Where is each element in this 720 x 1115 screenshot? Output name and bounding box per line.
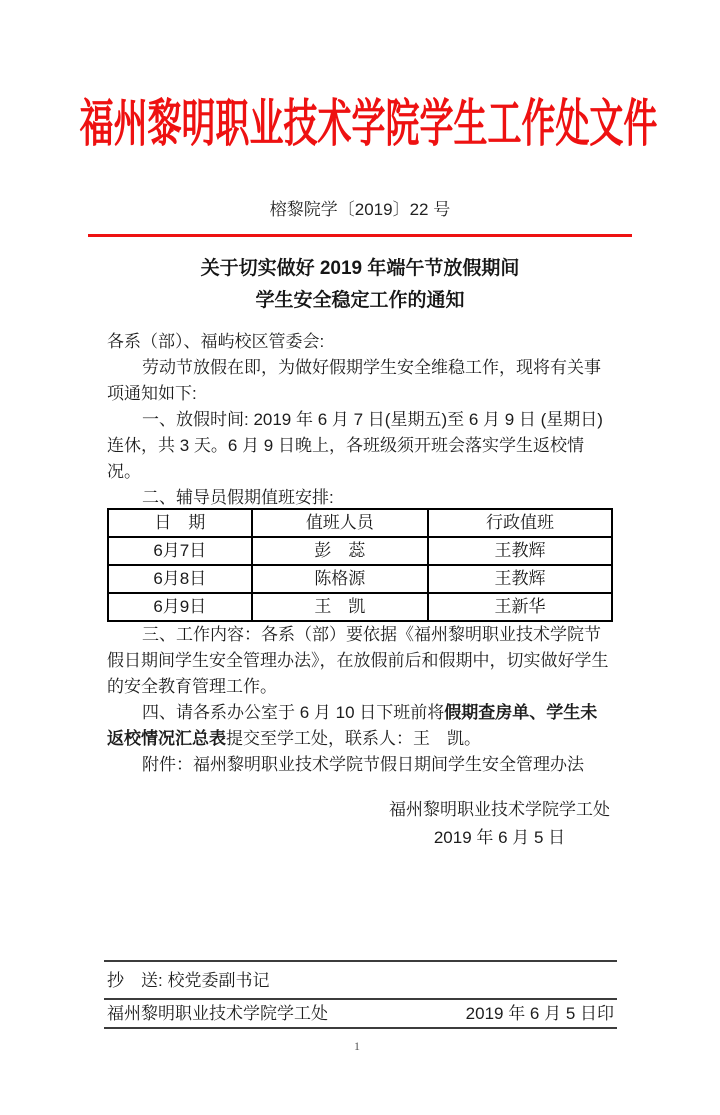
item-4-text-pre: 四、请各系办公室于 6 月 10 日下班前将 <box>142 703 445 722</box>
cell-duty-staff: 陈格源 <box>252 565 428 593</box>
item-4-text-post: 提交至学工处，联系人：王 凯。 <box>226 729 481 748</box>
cell-date: 6月9日 <box>108 593 252 621</box>
print-date: 2019 年 6 月 5 日印 <box>465 1004 614 1023</box>
cell-admin-duty: 王新华 <box>428 593 612 621</box>
letterhead-title: 福州黎明职业技术学院学生工作处文件 <box>79 94 658 152</box>
item-4-text-bold: 假期查房单、学生未返校情况汇总表 <box>107 703 598 748</box>
copy-to-line: 抄 送: 校党委副书记 <box>107 971 270 990</box>
table-header-row <box>108 509 612 537</box>
notice-title <box>88 253 632 317</box>
table-row <box>108 593 612 621</box>
attachment-line: 附件：福州黎明职业技术学院节假日期间学生安全管理办法 <box>142 755 584 774</box>
salutation: 各系（部）、福屿校区管委会: <box>107 332 325 351</box>
table-row <box>108 565 612 593</box>
notice-body <box>107 329 613 778</box>
item-1-holiday-time: 一、放假时间: 2019 年 6 月 7 日(星期五)至 6 月 9 日 (星期日)连休，共 3 天。6 月 9 日晚上，各班级须开班会落实学生返校情况。 <box>107 410 603 481</box>
red-divider-rule <box>88 234 632 237</box>
cell-admin-duty: 王教辉 <box>428 537 612 565</box>
item-4-submission <box>107 700 613 752</box>
notice-document <box>0 96 720 852</box>
issuer-name: 福州黎明职业技术学院学工处 <box>107 1004 328 1023</box>
cell-date: 6月8日 <box>108 565 252 593</box>
document-number: 榕黎院学〔2019〕22 号 <box>269 200 451 219</box>
column-header-date: 日 期 <box>108 509 252 537</box>
table-row <box>108 537 612 565</box>
cell-duty-staff: 彭 蕊 <box>252 537 428 565</box>
issue-line <box>104 1000 617 1027</box>
item-3-work-content: 三、工作内容：各系（部）要依据《福州黎明职业技术学院节假日期间学生安全管理办法》，在放假前后和假期中，切实做好学生的安全教育管理工作。 <box>107 625 609 696</box>
cell-duty-staff: 王 凯 <box>252 593 428 621</box>
column-header-duty-staff: 值班人员 <box>252 509 428 537</box>
signature-date: 2019 年 6 月 5 日 <box>433 828 566 847</box>
column-header-admin-duty: 行政值班 <box>428 509 612 537</box>
signature-block <box>389 796 610 852</box>
item-2-duty-schedule: 二、辅导员假期值班安排: <box>142 488 334 507</box>
letterhead <box>79 94 658 152</box>
cell-date: 6月7日 <box>108 537 252 565</box>
page-number: 1 <box>354 1039 360 1053</box>
document-page <box>0 96 720 1115</box>
signature-org: 福州黎明职业技术学院学工处 <box>389 800 610 819</box>
notice-title-line2: 学生安全稳定工作的通知 <box>255 290 465 311</box>
footer-rule-bottom <box>104 1027 617 1029</box>
intro-paragraph: 劳动节放假在即，为做好假期学生安全维稳工作，现将有关事项通知如下: <box>107 358 601 403</box>
document-footer <box>104 960 617 1029</box>
duty-schedule-table <box>107 508 613 622</box>
cell-admin-duty: 王教辉 <box>428 565 612 593</box>
notice-title-line1: 关于切实做好 2019 年端午节放假期间 <box>200 258 520 279</box>
